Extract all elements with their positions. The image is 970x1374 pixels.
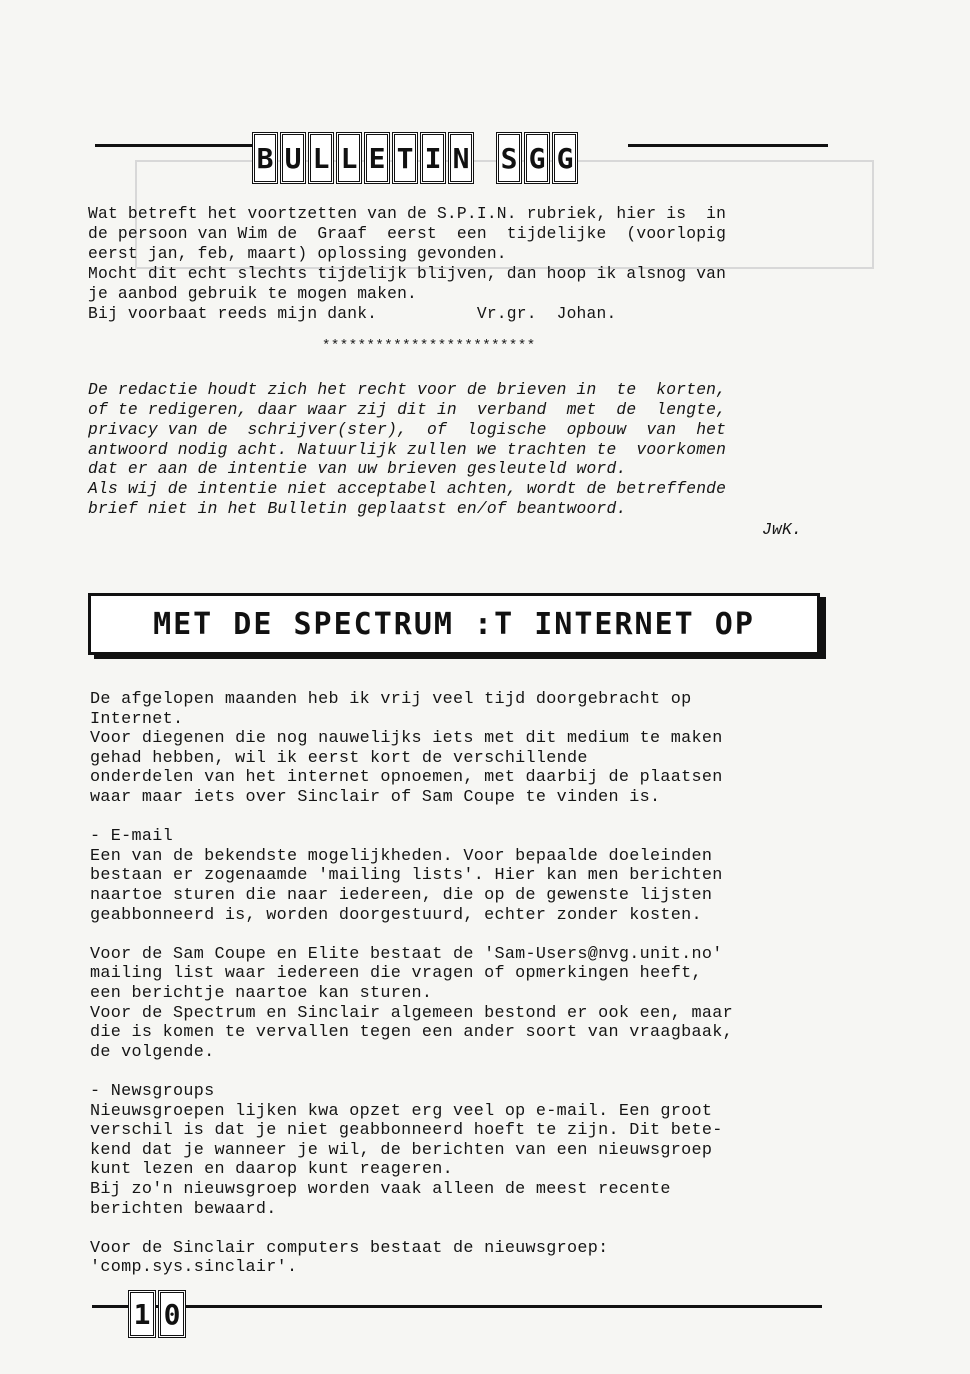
notice-line: privacy van de schrijver(ster), of logische opbouw van het — [88, 420, 727, 439]
article-line: Voor de Sam Coupe en Elite bestaat de 'Sam-Users@nvg.unit.no' — [90, 944, 723, 964]
bulletin-masthead — [252, 132, 578, 188]
article-line: De afgelopen maanden heb ik vrij veel tijd doorgebracht op — [90, 690, 692, 709]
editorial-line: je aanbod gebruik te mogen maken. — [88, 284, 418, 303]
masthead-letter: U — [280, 132, 306, 184]
article-line: bestaan er zogenaamde 'mailing lists'. Hier kan men berichten — [90, 866, 723, 886]
separator-stars: ************************ — [322, 338, 536, 354]
article-line: Nieuwsgroepen lijken kwa opzet erg veel op e-mail. Een groot — [90, 1101, 713, 1121]
editorial-line: de persoon van Wim de Graaf eerst een tijdelijke (voorlopig — [88, 224, 727, 243]
article-line: naartoe sturen die naar iedereen, die op de gewenste lijsten — [90, 886, 713, 905]
notice-line: dat er aan de intentie van uw brieven gesleuteld word. — [88, 459, 627, 478]
article-line: die is komen te vervallen tegen een ander soort van vraagbaak, — [90, 1023, 733, 1043]
editorial-line: Wat betreft het voortzetten van de S.P.I.N. rubriek, hier is in — [88, 204, 727, 223]
masthead-badge-letter: G — [552, 132, 578, 184]
article-line: Een van de bekendste mogelijkheden. Voor bepaalde doeleinden — [90, 846, 713, 866]
article-line: kunt lezen en daarop kunt reageren. — [90, 1160, 453, 1180]
page-number-digit: 1 — [128, 1290, 156, 1338]
article-line: mailing list waar iedereen die vragen of opmerkingen heeft, — [90, 964, 702, 984]
editorial-line: eerst jan, feb, maart) oplossing gevonden. — [88, 244, 507, 263]
article-title-banner — [88, 593, 820, 655]
article-line: geabbonneerd is, worden doorgestuurd, echter zonder kosten. — [90, 905, 702, 925]
page-number-digit: 0 — [158, 1290, 186, 1338]
article-line: - Newsgroups — [90, 1082, 215, 1101]
header-rule-left — [95, 144, 255, 147]
article-title: MET DE SPECTRUM :T INTERNET OP — [153, 606, 755, 642]
page-number — [128, 1290, 186, 1338]
article-line: - E-mail — [90, 827, 173, 847]
article-line: waar maar iets over Sinclair of Sam Coupe te vinden is. — [90, 788, 661, 807]
masthead-badge-letter: S — [496, 132, 522, 184]
notice-line: De redactie houdt zich het recht voor de brieven in te korten, — [88, 380, 727, 399]
masthead-badge-letter: G — [524, 132, 550, 184]
article-line: Voor de Sinclair computers bestaat de nieuwsgroep: — [90, 1238, 609, 1258]
header-rule-right — [628, 144, 828, 147]
article-line: kend dat je wanneer je wil, de berichten van een nieuwsgroep — [90, 1140, 713, 1160]
article-line: Voor diegenen die nog nauwelijks iets met dit medium te maken — [90, 729, 723, 749]
article-line: Bij zo'n nieuwsgroep worden vaak alleen de meest recente — [90, 1180, 671, 1199]
masthead-letter: L — [308, 132, 334, 184]
article-line: Internet. — [90, 709, 184, 729]
article-line: verschil is dat je niet geabbonneerd hoeft te zijn. Dit bete- — [90, 1121, 723, 1141]
notice-line: Als wij de intentie niet acceptabel achten, wordt de betreffende — [88, 479, 727, 498]
article-line: onderdelen van het internet opnoemen, met daarbij de plaatsen — [90, 768, 723, 788]
article-line: een berichtje naartoe kan sturen. — [90, 984, 433, 1003]
masthead-letter: I — [420, 132, 446, 184]
notice-signature: JwK. — [762, 520, 802, 539]
notice-line: of te redigeren, daar waar zij dit in verband met de lengte, — [88, 400, 727, 419]
masthead-letter: E — [364, 132, 390, 184]
notice-line: brief niet in het Bulletin geplaatst en/of beantwoord. — [88, 499, 627, 518]
editorial-line: Mocht dit echt slechts tijdelijk blijven, dan hoop ik alsnog van — [88, 264, 727, 283]
notice-line: antwoord nodig acht. Natuurlijk zullen we trachten te voorkomen — [88, 440, 727, 459]
article-line: Voor de Spectrum en Sinclair algemeen bestond er ook een, maar — [90, 1003, 733, 1023]
article-line: 'comp.sys.sinclair'. — [90, 1258, 298, 1278]
masthead-letter: N — [448, 132, 474, 184]
article-line: gehad hebben, wil ik eerst kort de verschillende — [90, 748, 588, 768]
editorial-line: Bij voorbaat reeds mijn dank. Vr.gr. Johan. — [88, 304, 617, 323]
masthead-letter: T — [392, 132, 418, 184]
article-line: berichten bewaard. — [90, 1199, 277, 1219]
footer-rule — [92, 1305, 822, 1308]
masthead-letter: L — [336, 132, 362, 184]
article-line: de volgende. — [90, 1042, 215, 1062]
masthead-letter: B — [252, 132, 278, 184]
